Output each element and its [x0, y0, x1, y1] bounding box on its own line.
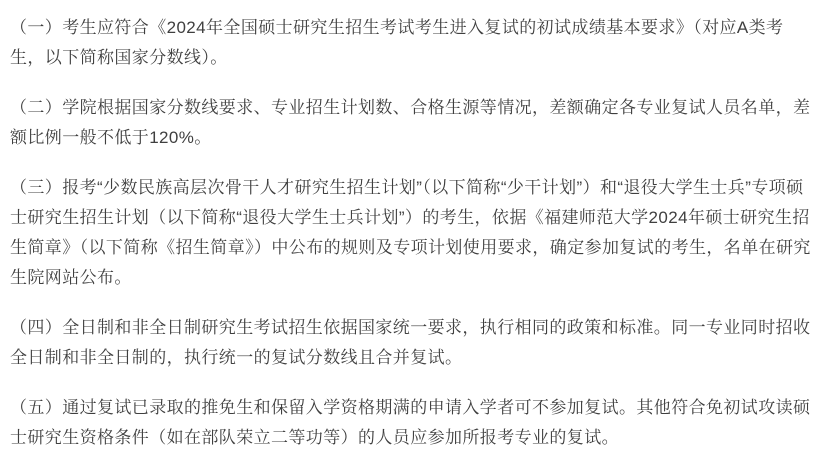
paragraph-item-4: （四）全日制和非全日制研究生考试招生依据国家统一要求，执行相同的政策和标准。同一专业同时招收全日制和非全日制的，执行统一的复试分数线且合并复试。	[10, 318, 811, 367]
paragraph-item-5: （五）通过复试已录取的推免生和保留入学资格期满的申请入学者可不参加复试。其他符合免初试攻读硕士研究生资格条件（如在部队荣立二等功等）的人员应参加所报考专业的复试。	[10, 398, 811, 447]
paragraph-item-3: （三）报考“少数民族高层次骨干人才研究生招生计划”（以下简称“少干计划”）和“退役大学生士兵”专项硕士研究生招生计划（以下简称“退役大学生士兵计划”）的考生，依据《福建师范大学2024年硕士研究生招生简章》（以下简称《招生简章》）中公布的规则及专项计划使用要求，确定参加复试的考生，名单在研究生院网站公布。	[10, 178, 811, 287]
paragraph-item-2: （二）学院根据国家分数线要求、专业招生计划数、合格生源等情况，差额确定各专业复试人员名单，差额比例一般不低于120%。	[10, 98, 811, 147]
paragraph-item-1: （一）考生应符合《2024年全国硕士研究生招生考试考生进入复试的初试成绩基本要求》（对应A类考生，以下简称国家分数线）。	[10, 18, 784, 67]
